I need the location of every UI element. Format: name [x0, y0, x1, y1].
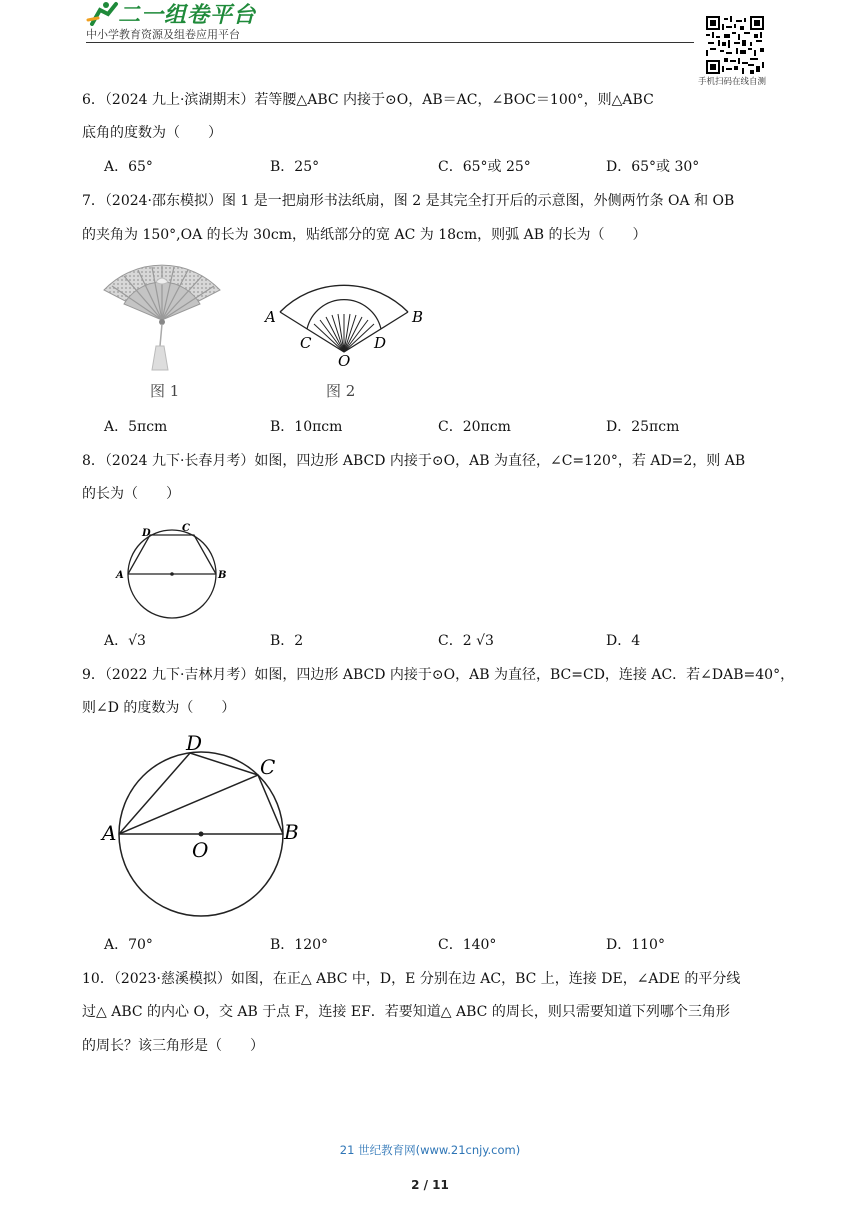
page-number: 2 / 11	[411, 1178, 449, 1192]
q7-label-c: C	[300, 334, 312, 352]
q9-line-1: 9．（2022 九下·吉林月考）如图，四边形 ABCD 内接于⊙O，AB 为直径，BC=CD，连接 AC．若∠DAB=40°，	[82, 667, 795, 683]
q8-option-c[interactable]: C．2 √3	[438, 633, 494, 649]
q10-line-3: 的周长？该三角形是（ ）	[82, 1038, 264, 1054]
q6-option-c[interactable]: C．65°或 25°	[438, 159, 531, 175]
q8-label-c: C	[182, 523, 190, 534]
q8-option-d[interactable]: D．4	[606, 633, 641, 649]
q9-circle-figure	[98, 728, 308, 920]
q7-label-b: B	[412, 308, 424, 326]
q7-label-d: D	[374, 334, 387, 352]
qr-code-icon[interactable]	[706, 16, 764, 74]
fig1-caption: 图 1	[150, 382, 180, 400]
q7-line-1: 7．（2024·邵东模拟）图 1 是一把扇形书法纸扇，图 2 是其完全打开后的示意图，外侧两竹条 OA 和 OB	[82, 193, 735, 209]
q6-option-a[interactable]: A．65°	[104, 159, 153, 175]
q10-line-1: 10．（2023·慈溪模拟）如图，在正△ ABC 中，D，E 分别在边 AC，BC 上，连接 DE，∠ADE 的平分线	[82, 971, 741, 987]
q9-label-o: O	[192, 838, 209, 862]
q6-line-1: 6．（2024 九上·滨湖期末）若等腰△ABC 内接于⊙O，AB＝AC，∠BOC＝100°，则△ABC	[82, 92, 654, 108]
footer-site-link[interactable]: 21 世纪教育网(www.21cnjy.com)	[339, 1143, 521, 1157]
q9-option-d[interactable]: D．110°	[606, 937, 665, 953]
qr-caption: 手机扫码在线自测	[698, 77, 767, 87]
q8-label-b: B	[218, 570, 227, 581]
q6-option-b[interactable]: B．25°	[270, 159, 320, 175]
q7-label-o: O	[338, 352, 351, 370]
q8-circle-figure	[112, 518, 232, 622]
q9-label-b: B	[284, 820, 299, 844]
q9-option-c[interactable]: C．140°	[438, 937, 497, 953]
q9-label-d: D	[186, 731, 203, 755]
q9-line-2: 则∠D 的度数为（ ）	[82, 700, 236, 716]
q8-label-a: A	[116, 570, 124, 581]
fan-photo-figure	[96, 262, 236, 406]
q7-option-a[interactable]: A．5πcm	[104, 419, 168, 435]
q9-option-a[interactable]: A．70°	[104, 937, 153, 953]
header-tagline: 中小学教育资源及组卷应用平台	[86, 28, 240, 41]
q6-option-d[interactable]: D．65°或 30°	[606, 159, 700, 175]
q7-line-2: 的夹角为 150°,OA 的长为 30cm，贴纸部分的宽 AC 为 18cm，则弧 AB 的长为（ ）	[82, 227, 647, 243]
q7-option-c[interactable]: C．20πcm	[438, 419, 511, 435]
q8-option-a[interactable]: A．√3	[104, 633, 146, 649]
q9-label-a: A	[102, 821, 117, 845]
q8-line-2: 的长为（ ）	[82, 486, 180, 502]
fan-diagram-figure	[262, 262, 432, 406]
q6-line-2: 底角的度数为（ ）	[82, 125, 222, 141]
q7-option-b[interactable]: B．10πcm	[270, 419, 343, 435]
q7-label-a: A	[265, 308, 276, 326]
q8-line-1: 8．（2024 九下·长春月考）如图，四边形 ABCD 内接于⊙O，AB 为直径，∠C=120°，若 AD=2，则 AB	[82, 453, 746, 469]
q7-option-d[interactable]: D．25πcm	[606, 419, 680, 435]
q9-option-b[interactable]: B．120°	[270, 937, 329, 953]
logo-text: 二一组卷平台	[118, 3, 257, 28]
header-divider	[86, 42, 694, 43]
q10-line-2: 过△ ABC 的内心 O，交 AB 于点 F，连接 EF．若要知道△ ABC 的周长，则只需要知道下列哪个三角形	[82, 1004, 730, 1020]
q8-label-d: D	[142, 528, 151, 539]
q9-label-c: C	[260, 755, 276, 779]
q8-option-b[interactable]: B．2	[270, 633, 304, 649]
fig2-caption: 图 2	[326, 382, 356, 400]
logo-runner-icon	[86, 0, 120, 26]
